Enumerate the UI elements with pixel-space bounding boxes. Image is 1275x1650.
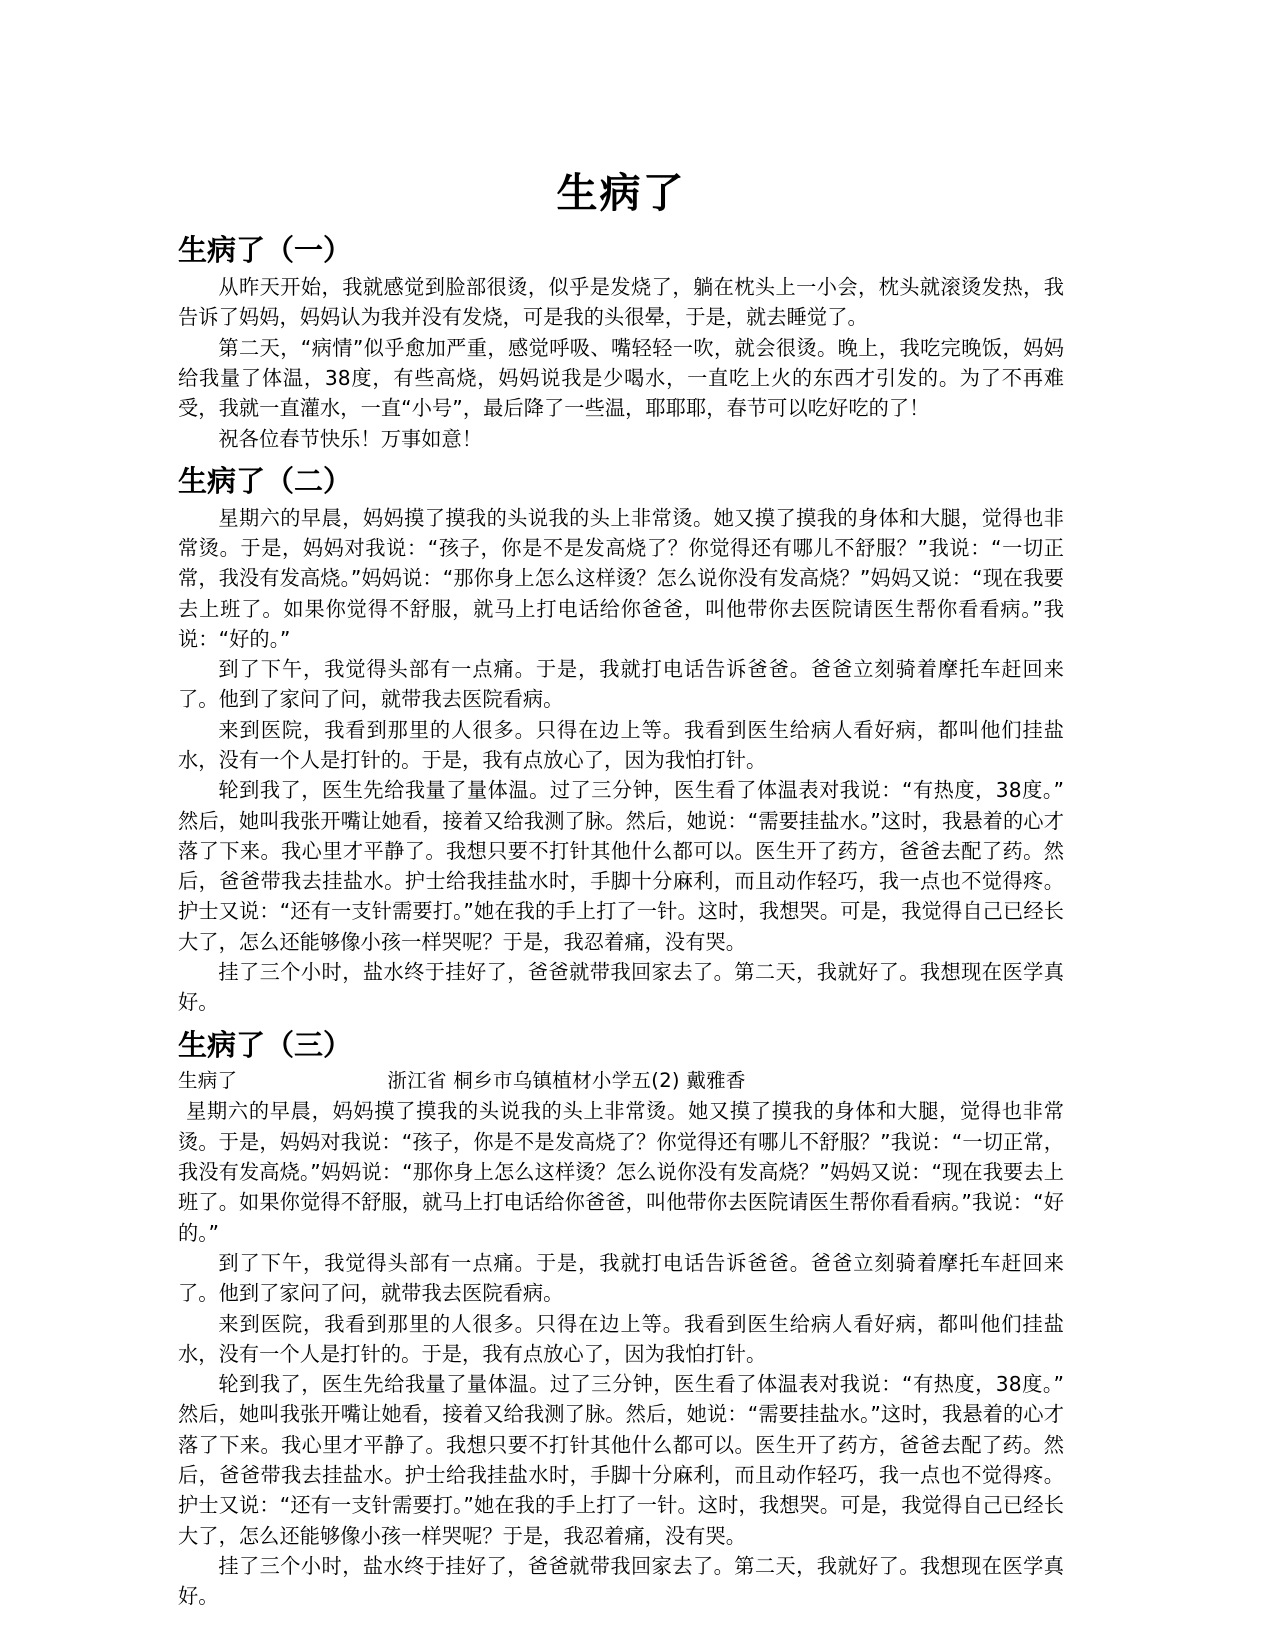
paragraph: 到了下午，我觉得头部有一点痛。于是，我就打电话告诉爸爸。爸爸立刻骑着摩托车赶回来了。他到了家问了问，就带我去医院看病。 bbox=[178, 1250, 1064, 1306]
paragraph: 星期六的早晨，妈妈摸了摸我的头说我的头上非常烫。她又摸了摸我的身体和大腿，觉得也非常烫。于是，妈妈对我说：“孩子，你是不是发高烧了？你觉得还有哪儿不舒服？”我说：“一切正常，我没有发高烧。”妈妈说：“那你身上怎么这样烫？怎么说你没有发高烧？”妈妈又说：“现在我要去上班了。如果你觉得不舒服，就马上打电话给你爸爸，叫他带你去医院请医生帮你看看病。”我说：“好的。” bbox=[178, 505, 1064, 651]
paragraph: 挂了三个小时，盐水终于挂好了，爸爸就带我回家去了。第二天，我就好了。我想现在医学真好。 bbox=[178, 960, 1064, 1015]
paragraph: 到了下午，我觉得头部有一点痛。于是，我就打电话告诉爸爸。爸爸立刻骑着摩托车赶回来了。他到了家问了问，就带我去医院看病。 bbox=[178, 657, 1064, 712]
section-heading-1: 生病了（一） bbox=[178, 233, 353, 268]
paragraph: 星期六的早晨，妈妈摸了摸我的头说我的头上非常烫。她又摸了摸我的身体和大腿，觉得也非常烫。于是，妈妈对我说：“孩子，你是不是发高烧了？你觉得还有哪儿不舒服？”我说：“一切正常，我没有发高烧。”妈妈说：“那你身上怎么这样烫？怎么说你没有发高烧？”妈妈又说：“现在我要去上班了。如果你觉得不舒服，就马上打电话给你爸爸，叫他带你去医院请医生帮你看看病。”我说：“好的。” bbox=[178, 1099, 1064, 1245]
paragraph: 来到医院，我看到那里的人很多。只得在边上等。我看到医生给病人看好病，都叫他们挂盐水，没有一个人是打针的。于是，我有点放心了，因为我怕打针。 bbox=[178, 1311, 1064, 1366]
paragraph: 祝各位春节快乐！万事如意！ bbox=[218, 426, 483, 451]
paragraph: 来到医院，我看到那里的人很多。只得在边上等。我看到医生给病人看好病，都叫他们挂盐水，没有一个人是打针的。于是，我有点放心了，因为我怕打针。 bbox=[178, 717, 1064, 772]
section-heading-2: 生病了（二） bbox=[178, 463, 353, 498]
paragraph: 轮到我了，医生先给我量了量体温。过了三分钟，医生看了体温表对我说：“有热度，38度。”然后，她叫我张开嘴让她看，接着又给我测了脉。然后，她说：“需要挂盐水。”这时，我悬着的心才落了下来。我心里才平静了。我想只要不打针其他什么都可以。医生开了药方，爸爸去配了药。然后，爸爸带我去挂盐水。护士给我挂盐水时，手脚十分麻利，而且动作轻巧，我一点也不觉得疼。护士又说：“还有一支针需要打。”她在我的手上打了一针。这时，我想哭。可是，我觉得自己已经长大了，怎么还能够像小孩一样哭呢？于是，我忍着痛，没有哭。 bbox=[178, 778, 1064, 954]
paragraph: 从昨天开始，我就感觉到脸部很烫，似乎是发烧了，躺在枕头上一小会，枕头就滚烫发热，我告诉了妈妈，妈妈认为我并没有发烧，可是我的头很晕，于是，就去睡觉了。 bbox=[178, 275, 1064, 330]
byline-credit: 浙江省 桐乡市乌镇植材小学五(2) 戴雅香 bbox=[387, 1069, 746, 1093]
byline bbox=[178, 1066, 1064, 1096]
page-title: 生病了 bbox=[556, 169, 686, 217]
paragraph: 第二天，“病情”似乎愈加严重，感觉呼吸、嘴轻轻一吹，就会很烫。晚上，我吃完晚饭，妈妈给我量了体温，38度，有些高烧，妈妈说我是少喝水，一直吃上火的东西才引发的。为了不再难受，我就一直灌水，一直“小号”，最后降了一些温，耶耶耶，春节可以吃好吃的了！ bbox=[178, 335, 1064, 421]
paragraph: 轮到我了，医生先给我量了量体温。过了三分钟，医生看了体温表对我说：“有热度，38度。”然后，她叫我张开嘴让她看，接着又给我测了脉。然后，她说：“需要挂盐水。”这时，我悬着的心才落了下来。我心里才平静了。我想只要不打针其他什么都可以。医生开了药方，爸爸去配了药。然后，爸爸带我去挂盐水。护士给我挂盐水时，手脚十分麻利，而且动作轻巧，我一点也不觉得疼。护士又说：“还有一支针需要打。”她在我的手上打了一针。这时，我想哭。可是，我觉得自己已经长大了，怎么还能够像小孩一样哭呢？于是，我忍着痛，没有哭。 bbox=[178, 1372, 1064, 1548]
byline-title: 生病了 bbox=[178, 1069, 238, 1093]
paragraph: 挂了三个小时，盐水终于挂好了，爸爸就带我回家去了。第二天，我就好了。我想现在医学真好。 bbox=[178, 1553, 1064, 1609]
document-content bbox=[178, 168, 1064, 1612]
section-heading-3: 生病了（三） bbox=[178, 1027, 353, 1062]
